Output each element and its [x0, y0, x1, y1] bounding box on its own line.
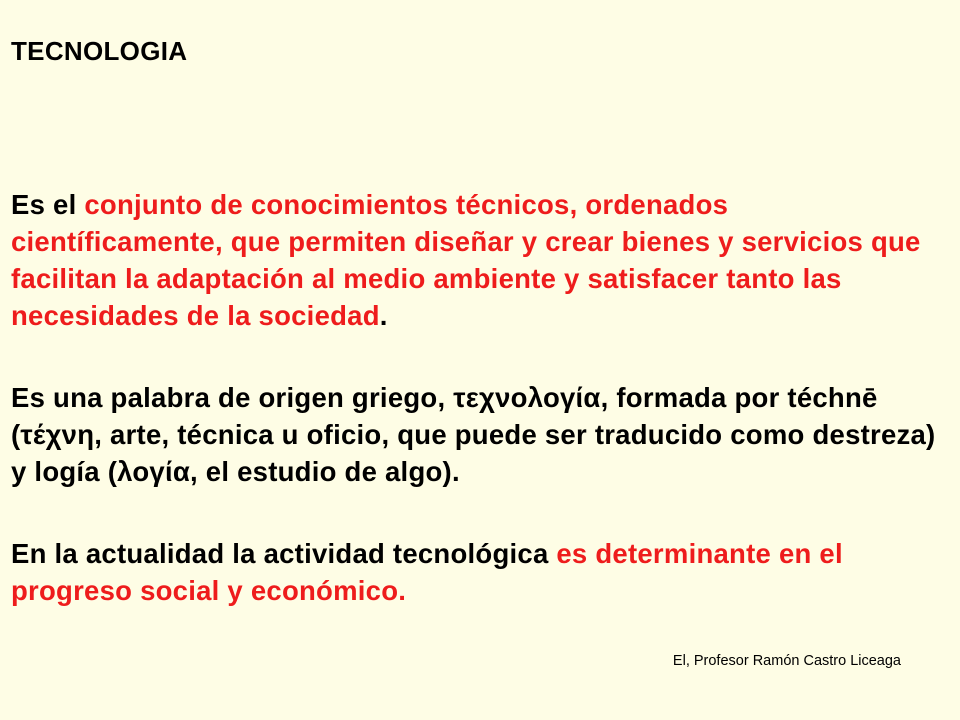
etymology-text: Es una palabra de origen griego, τεχνολογία, formada por téchnē (τέχνη, arte, técnica u oficio, que puede ser traducido como destreza) y logía (λογία, el estudio de algo). — [11, 382, 936, 487]
relevance-highlight: es determinante en el progreso social y económico. — [11, 538, 843, 606]
definition-paragraph — [11, 186, 946, 334]
definition-intro: Es el — [11, 189, 85, 220]
author-signature: El, Profesor Ramón Castro Liceaga — [672, 653, 901, 669]
relevance-intro: En la actualidad la actividad tecnológica — [11, 538, 557, 569]
definition-period: . — [379, 300, 388, 331]
etymology-paragraph — [11, 379, 946, 490]
definition-highlight: conjunto de conocimientos técnicos, ordenados científicamente, que permiten diseñar y crear bienes y servicios que facilitan la adaptación al medio ambiente y satisfacer tanto las necesidades de la sociedad — [11, 189, 921, 331]
relevance-paragraph — [11, 535, 946, 609]
page-title: TECNOLOGIA — [11, 36, 188, 66]
